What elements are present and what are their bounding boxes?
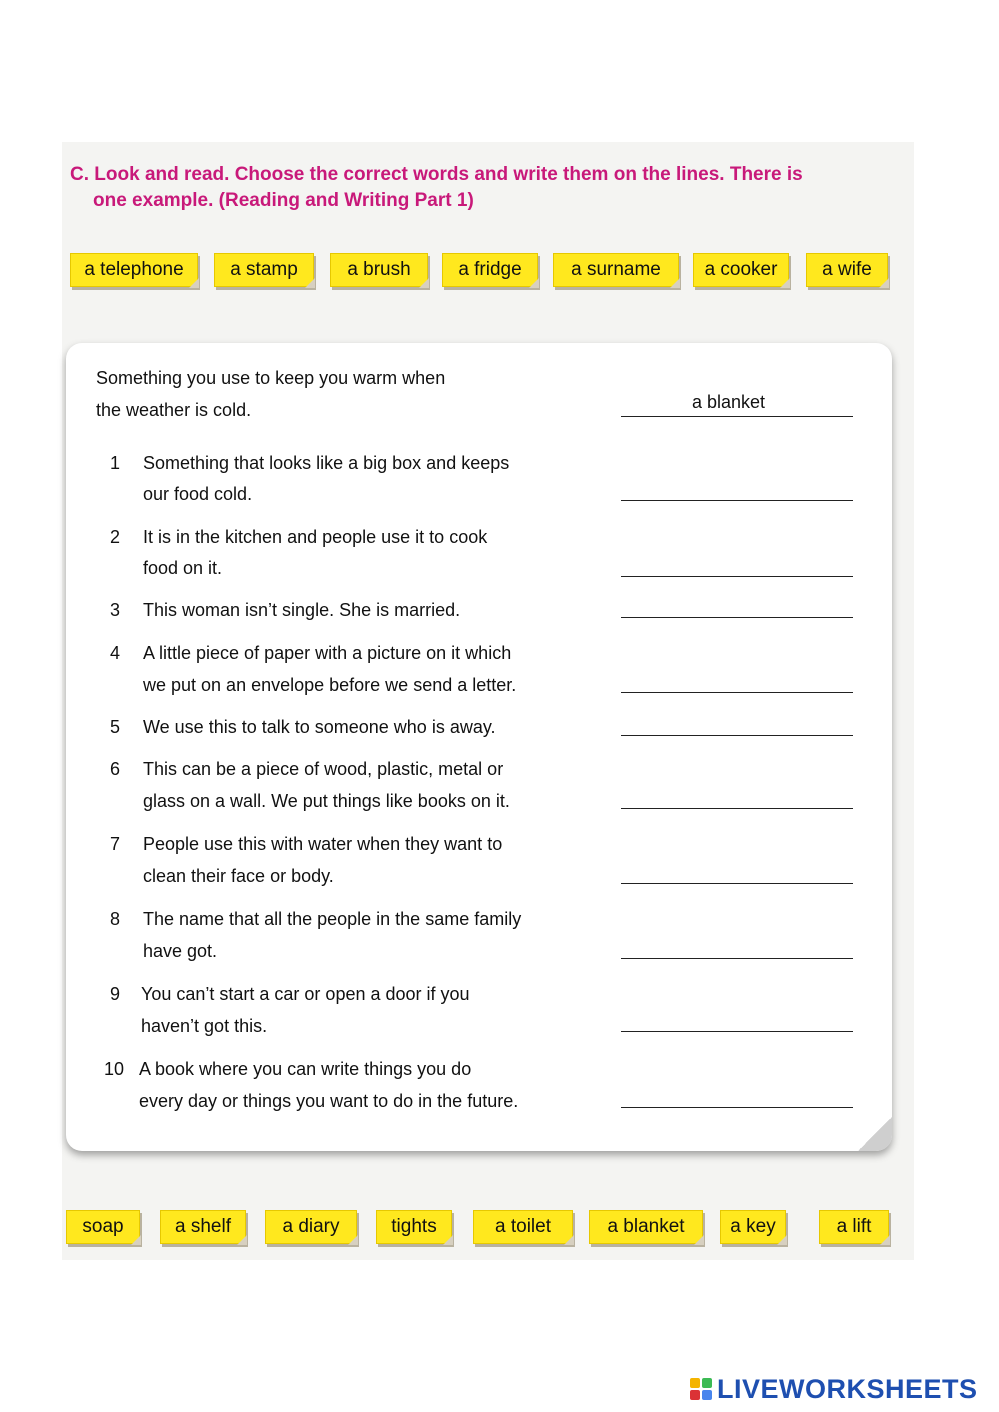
word-tile[interactable]: a wife (806, 253, 888, 287)
question-line-1: A little piece of paper with a picture on it which (143, 643, 512, 663)
question-line-1: Something that looks like a big box and keeps (143, 453, 510, 473)
word-tile[interactable]: soap (66, 1210, 140, 1244)
answer-line[interactable] (621, 1107, 853, 1108)
answer-line[interactable] (621, 617, 853, 618)
question-number: 9 (109, 984, 120, 1004)
word-tile[interactable]: tights (376, 1210, 452, 1244)
example-answer-line (621, 416, 853, 417)
word-tile[interactable]: a surname (553, 253, 679, 287)
question-number: 8 (109, 909, 120, 929)
question-line-2: glass on a wall. We put things like books on it. (143, 791, 510, 811)
question-number: 4 (109, 643, 120, 663)
word-tile[interactable]: a shelf (160, 1210, 246, 1244)
word-tile[interactable]: a telephone (70, 253, 198, 287)
question-number: 7 (109, 834, 120, 854)
word-tile[interactable]: a cooker (693, 253, 789, 287)
question-line-1: You can’t start a car or open a door if you (141, 984, 470, 1004)
answer-line[interactable] (621, 883, 853, 884)
question-line-1: This can be a piece of wood, plastic, metal or (143, 759, 504, 779)
question-line-2: have got. (143, 941, 218, 961)
answer-line[interactable] (621, 735, 853, 736)
answer-line[interactable] (621, 808, 853, 809)
question-number: 5 (109, 717, 120, 737)
question-number: 2 (109, 527, 120, 547)
question-number: 10 (103, 1059, 124, 1079)
question-number: 1 (109, 453, 120, 473)
exercise-heading (70, 162, 870, 214)
question-line-1: People use this with water when they want to (143, 834, 503, 854)
page-curl-decoration (858, 1117, 892, 1151)
question-line-1: We use this to talk to someone who is away. (143, 717, 496, 737)
answer-line[interactable] (621, 692, 853, 693)
liveworksheets-logo (690, 1372, 978, 1406)
example-line-2: the weather is cold. (96, 400, 252, 420)
answer-line[interactable] (621, 576, 853, 577)
question-line-2: every day or things you want to do in the future. (139, 1091, 519, 1111)
logo-text: LIVEWORKSHEETS (717, 1373, 978, 1404)
question-line-2: haven’t got this. (141, 1016, 268, 1036)
question-line-1: It is in the kitchen and people use it to cook (143, 527, 488, 547)
example-answer: a blanket (692, 392, 766, 412)
question-line-2: our food cold. (143, 484, 253, 504)
heading-line-1: C. Look and read. Choose the correct words and write them on the lines. There is (70, 164, 803, 185)
answer-line[interactable] (621, 958, 853, 959)
question-number: 3 (109, 600, 120, 620)
logo-grid-icon (690, 1378, 714, 1400)
heading-line-2: one example. (Reading and Writing Part 1) (93, 190, 474, 211)
word-tile[interactable]: a toilet (473, 1210, 573, 1244)
example-line-1: Something you use to keep you warm when (96, 368, 446, 388)
question-line-2: food on it. (143, 558, 223, 578)
word-tile[interactable]: a fridge (442, 253, 538, 287)
word-tile[interactable]: a blanket (589, 1210, 703, 1244)
answer-line[interactable] (621, 500, 853, 501)
question-line-1: The name that all the people in the same family (143, 909, 522, 929)
question-line-1: This woman isn’t single. She is married. (143, 600, 461, 620)
question-line-1: A book where you can write things you do (139, 1059, 472, 1079)
word-bank-top (0, 253, 999, 293)
question-line-2: we put on an envelope before we send a letter. (143, 675, 517, 695)
word-tile[interactable]: a brush (330, 253, 428, 287)
word-bank-bottom (0, 1210, 999, 1250)
question-number: 6 (109, 759, 120, 779)
word-tile[interactable]: a key (720, 1210, 786, 1244)
word-tile[interactable]: a diary (265, 1210, 357, 1244)
answer-line[interactable] (621, 1031, 853, 1032)
word-tile[interactable]: a stamp (214, 253, 314, 287)
word-tile[interactable]: a lift (819, 1210, 889, 1244)
question-line-2: clean their face or body. (143, 866, 334, 886)
